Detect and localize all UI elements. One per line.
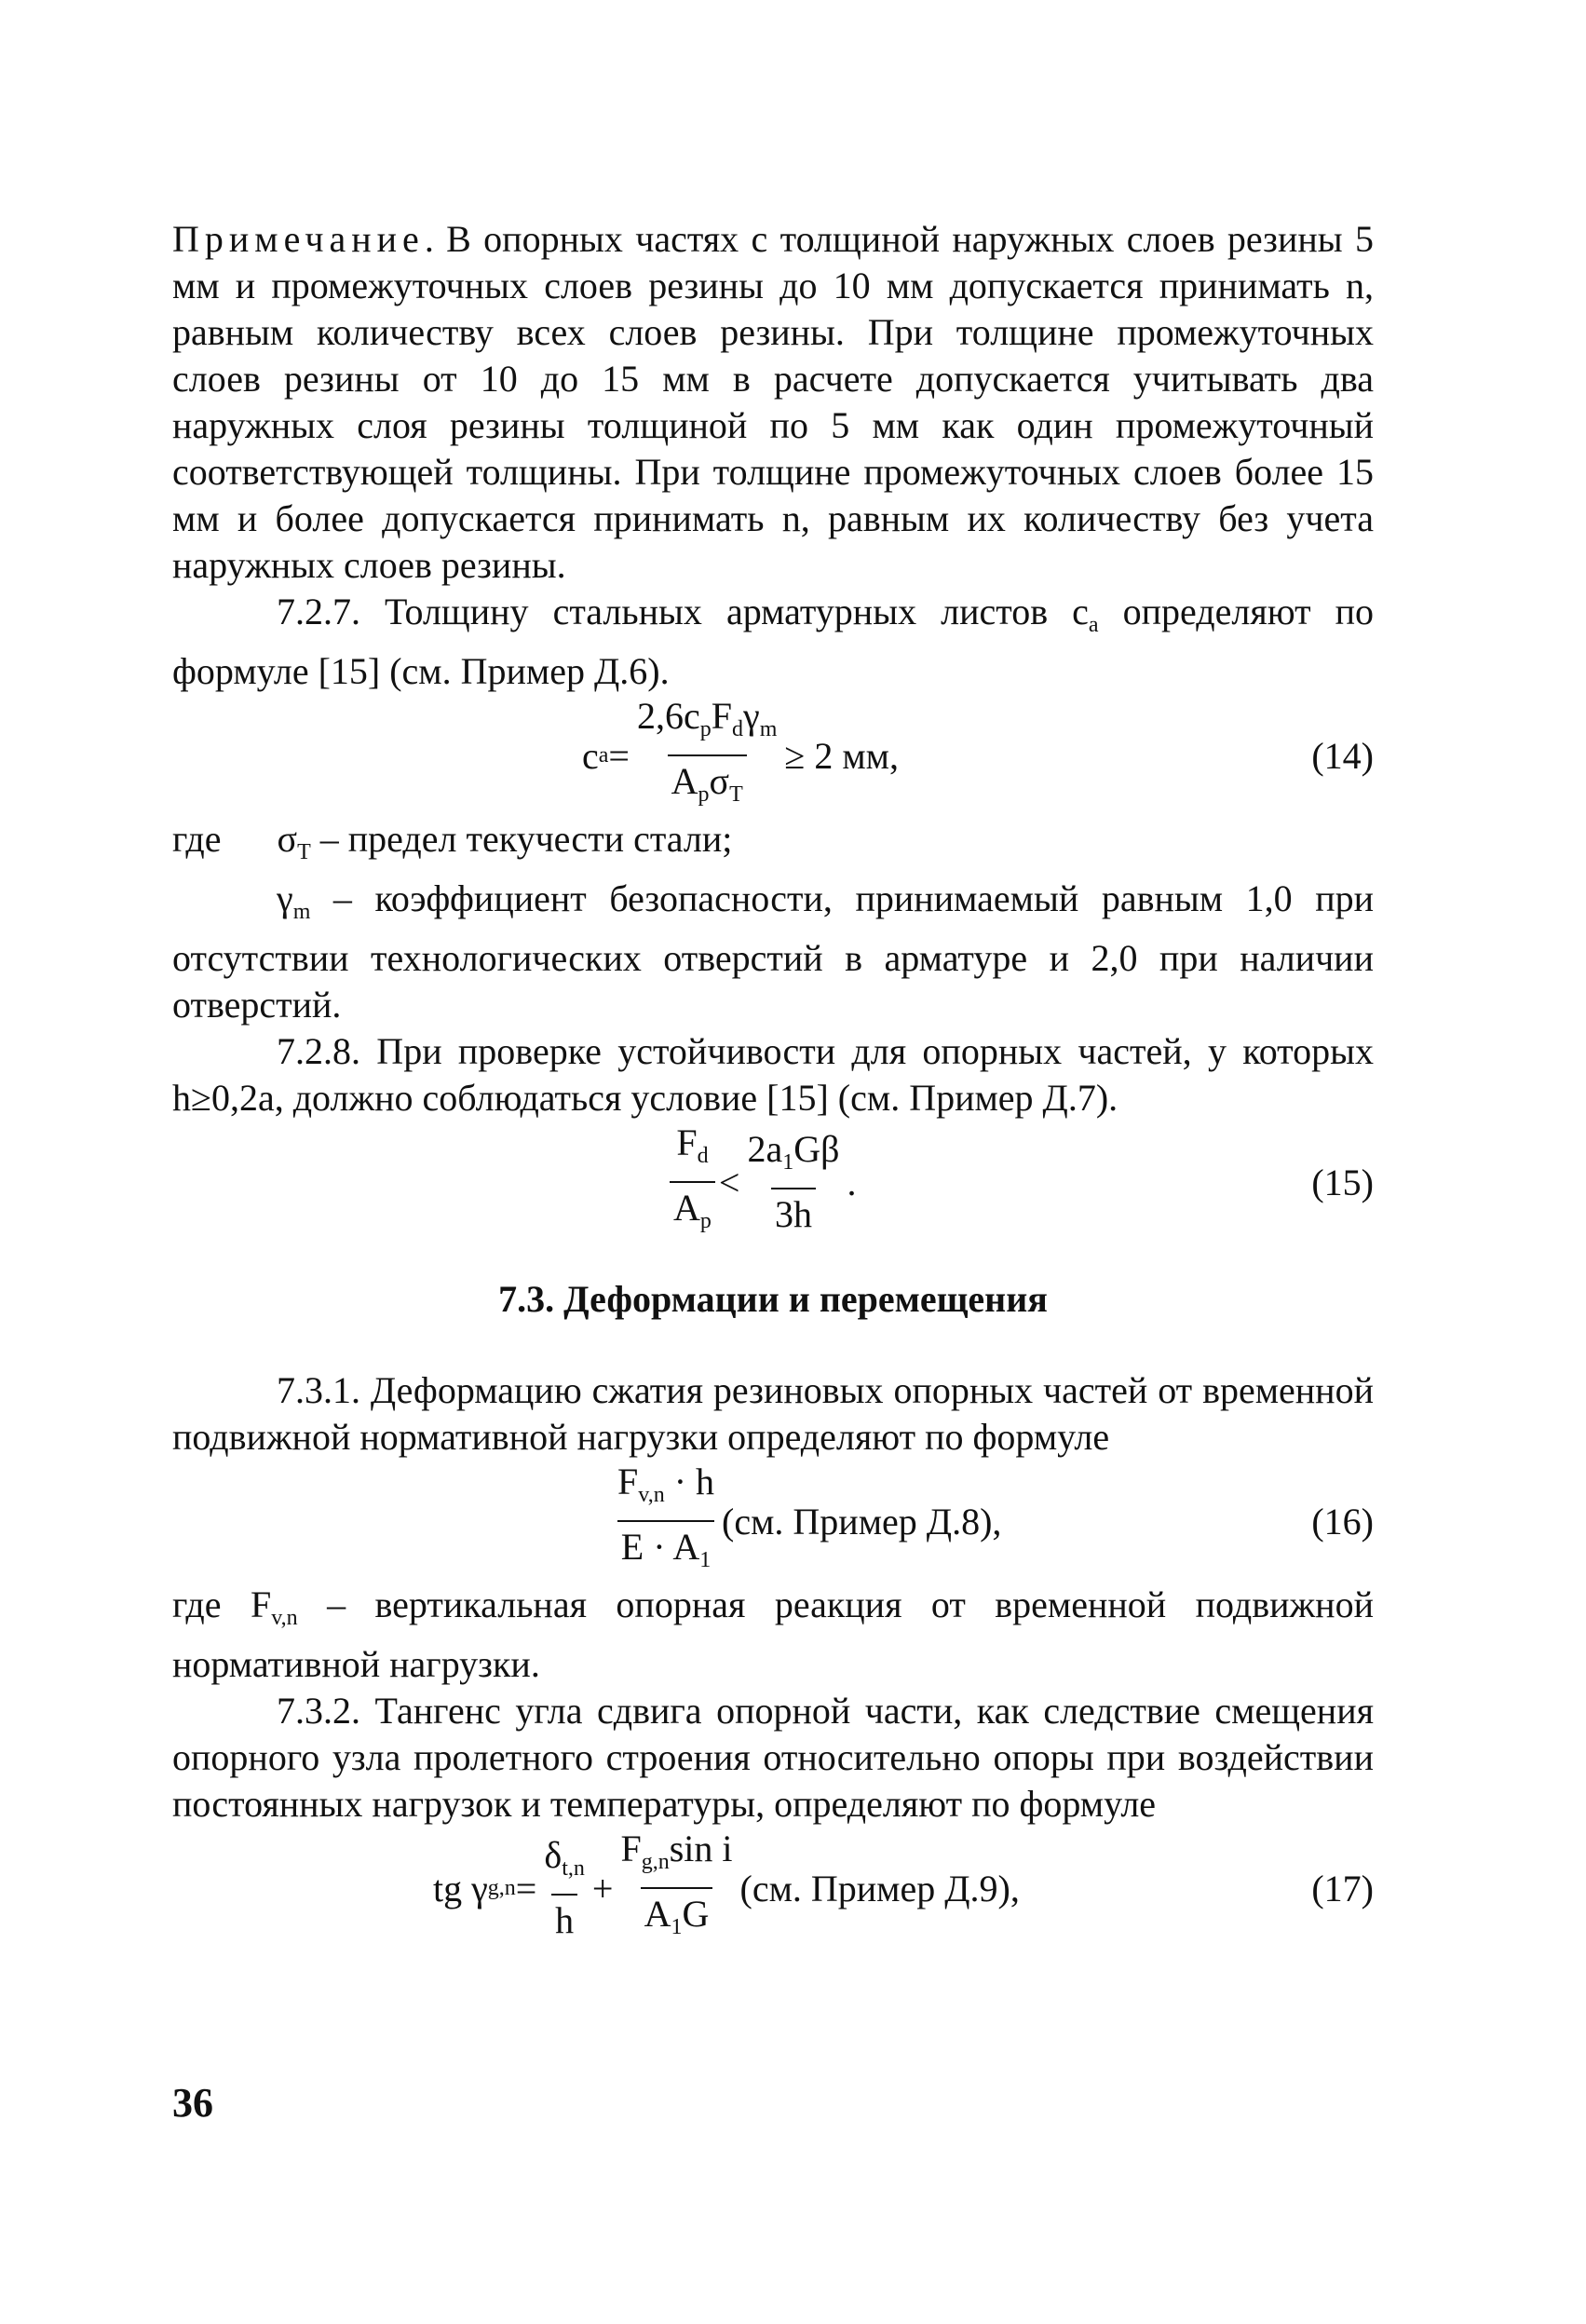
definition-gamma bbox=[172, 876, 1374, 1028]
eq14-den-sub-b: T bbox=[729, 782, 743, 807]
equation-16 bbox=[172, 1461, 1374, 1582]
equation-17 bbox=[172, 1828, 1374, 1949]
eq15-num2-a: 2a bbox=[747, 1128, 783, 1170]
formula-17 bbox=[433, 1828, 1020, 1949]
eq14-rhs: ≥ 2 мм, bbox=[784, 734, 899, 777]
eq14-lhs-sub: a bbox=[598, 742, 609, 768]
gamma-sub: m bbox=[292, 900, 311, 924]
definition-fvn bbox=[172, 1582, 1374, 1688]
eq17-lhs-sub: g,n bbox=[487, 1875, 516, 1900]
formula-14 bbox=[582, 695, 899, 816]
gamma-definition: – коэффициент безопасности, принимаемый равным 1,0 при отсутствии технологических отверстий в арматуре и 2,0 при наличии отверстий. bbox=[172, 877, 1374, 1026]
eq14-fraction bbox=[633, 695, 780, 816]
eq16-reference: (см. Пример Д.8), bbox=[722, 1500, 1002, 1543]
paragraph-7-3-2: 7.3.2. Тангенс угла сдвига опорной части, как следствие смещения опорного узла пролетного строения относительно опоры при воздействии постоянных нагрузок и температуры, определяют по формуле bbox=[172, 1690, 1374, 1825]
note-paragraph bbox=[172, 216, 1374, 589]
formula-16 bbox=[610, 1461, 1001, 1582]
eq15-num2-sub: 1 bbox=[782, 1150, 794, 1175]
eq16-numerator bbox=[614, 1461, 718, 1520]
eq15-right-num bbox=[743, 1128, 843, 1188]
eq17-equals: = bbox=[515, 1867, 537, 1909]
def16-pre: где F bbox=[172, 1583, 272, 1625]
sigma-definition: – предел текучести стали; bbox=[310, 818, 733, 860]
eq17-den2-sub: 1 bbox=[671, 1915, 683, 1939]
eq14-num-sub-b: d bbox=[732, 717, 743, 741]
eq15-less-than: < bbox=[718, 1161, 740, 1203]
page-number: 36 bbox=[172, 2080, 213, 2126]
eq17-fraction-2 bbox=[617, 1828, 736, 1949]
eq14-den-sub-a: p bbox=[698, 782, 710, 807]
eq14-num-a: 2,6c bbox=[636, 695, 700, 737]
formula-15 bbox=[666, 1121, 856, 1243]
equation-number-15: (15) bbox=[1311, 1161, 1374, 1203]
paragraph-7-3-1: 7.3.1. Деформацию сжатия резиновых опорных частей от временной подвижной нормативной нагрузки определяют по формуле bbox=[172, 1369, 1374, 1458]
equation-number-14: (14) bbox=[1311, 734, 1374, 777]
def16-sub: v,n bbox=[271, 1606, 298, 1630]
equation-14 bbox=[172, 695, 1374, 816]
eq17-num2 bbox=[617, 1828, 736, 1887]
eq16-num-b: · h bbox=[664, 1461, 715, 1502]
eq15-num1: F bbox=[676, 1121, 698, 1163]
eq15-fraction-left bbox=[670, 1121, 715, 1243]
eq17-reference: (см. Пример Д.9), bbox=[739, 1867, 1020, 1909]
eq14-denominator bbox=[668, 754, 747, 816]
eq16-num-a: F bbox=[617, 1461, 639, 1502]
eq14-den-a: A bbox=[671, 760, 698, 802]
definition-sigma bbox=[172, 816, 1374, 876]
eq17-den2 bbox=[641, 1887, 713, 1949]
note-text: . В опорных частях с толщиной наружных слоев резины 5 мм и промежуточных слоев резины до 10 мм допускается принимать n, равным количеству всех слоев резины. При толщине промежуточных слоев резины от 10 до 15 мм в расчете допускается учитывать два наружных слоя резины толщиной по 5 мм как один промежуточный соответствующей толщины. При толщине промежуточных слоев более 15 мм и более допускается принимать n, равным их количеству без учета наружных слоев резины. bbox=[172, 218, 1374, 586]
eq14-num-sub-a: p bbox=[699, 717, 712, 741]
eq16-denominator bbox=[617, 1520, 714, 1582]
equation-number-16: (16) bbox=[1311, 1500, 1374, 1543]
paragraph-7-2-8: 7.2.8. При проверке устойчивости для опорных частей, у которых h≥0,2a, должно соблюдаться условие [15] (см. Пример Д.7). bbox=[172, 1030, 1374, 1119]
paragraph-7-2-7 bbox=[172, 589, 1374, 695]
eq14-num-sub-c: m bbox=[759, 717, 778, 741]
eq14-num-b: F bbox=[711, 695, 732, 737]
sigma-sub: T bbox=[297, 840, 311, 864]
eq16-den-sub: 1 bbox=[699, 1548, 712, 1572]
eq16-num-sub: v,n bbox=[638, 1483, 665, 1507]
def16-post: – вертикальная опорная реакция от временной подвижной нормативной нагрузки. bbox=[172, 1583, 1374, 1685]
gamma-symbol: γ bbox=[277, 877, 293, 919]
eq17-den2-a: A bbox=[644, 1893, 671, 1935]
eq17-den1: h bbox=[551, 1894, 577, 1942]
eq15-fraction-right bbox=[743, 1128, 843, 1236]
eq15-left-num bbox=[672, 1121, 712, 1181]
page-body bbox=[172, 216, 1374, 1949]
where-label: где bbox=[172, 818, 222, 860]
eq14-lhs: c bbox=[582, 734, 599, 777]
p727-text-b: определяют по формуле [15] (см. Пример Д.6). bbox=[172, 591, 1375, 692]
eq17-lhs: tg γ bbox=[433, 1867, 488, 1909]
p727-text-a: 7.2.7. Толщину стальных арматурных листов c bbox=[277, 591, 1089, 632]
eq17-delta-sub: t,n bbox=[562, 1856, 585, 1881]
equation-15 bbox=[172, 1121, 1374, 1243]
eq14-numerator bbox=[633, 695, 780, 754]
eq14-den-sigma: σ bbox=[709, 760, 730, 802]
eq17-fraction-1 bbox=[540, 1834, 589, 1942]
eq15-den1: A bbox=[673, 1187, 700, 1229]
eq15-left-den bbox=[670, 1181, 715, 1243]
eq17-plus: + bbox=[591, 1867, 614, 1909]
section-heading: 7.3. Деформации и перемещения bbox=[498, 1278, 1048, 1320]
eq17-num2-sub: g,n bbox=[641, 1850, 670, 1874]
note-label: Примечание bbox=[172, 218, 425, 260]
eq15-den1-sub: p bbox=[699, 1209, 712, 1233]
eq14-num-gamma: γ bbox=[743, 695, 760, 737]
equation-number-17: (17) bbox=[1311, 1867, 1374, 1909]
eq17-num1 bbox=[540, 1834, 589, 1894]
eq17-num2-b: sin i bbox=[669, 1828, 733, 1869]
eq15-right-den: 3h bbox=[771, 1188, 816, 1236]
sigma-symbol: σ bbox=[277, 818, 298, 860]
eq15-num1-sub: d bbox=[697, 1144, 709, 1168]
p727-sub: a bbox=[1088, 613, 1099, 637]
eq14-equals: = bbox=[608, 734, 630, 777]
eq17-den2-b: G bbox=[682, 1893, 710, 1935]
eq15-period: . bbox=[847, 1161, 857, 1203]
eq15-num2-b: Gβ bbox=[793, 1128, 840, 1170]
eq16-fraction bbox=[614, 1461, 718, 1582]
eq17-delta: δ bbox=[544, 1834, 563, 1876]
eq16-den-a: E · A bbox=[620, 1526, 700, 1568]
eq17-num2-a: F bbox=[620, 1828, 642, 1869]
